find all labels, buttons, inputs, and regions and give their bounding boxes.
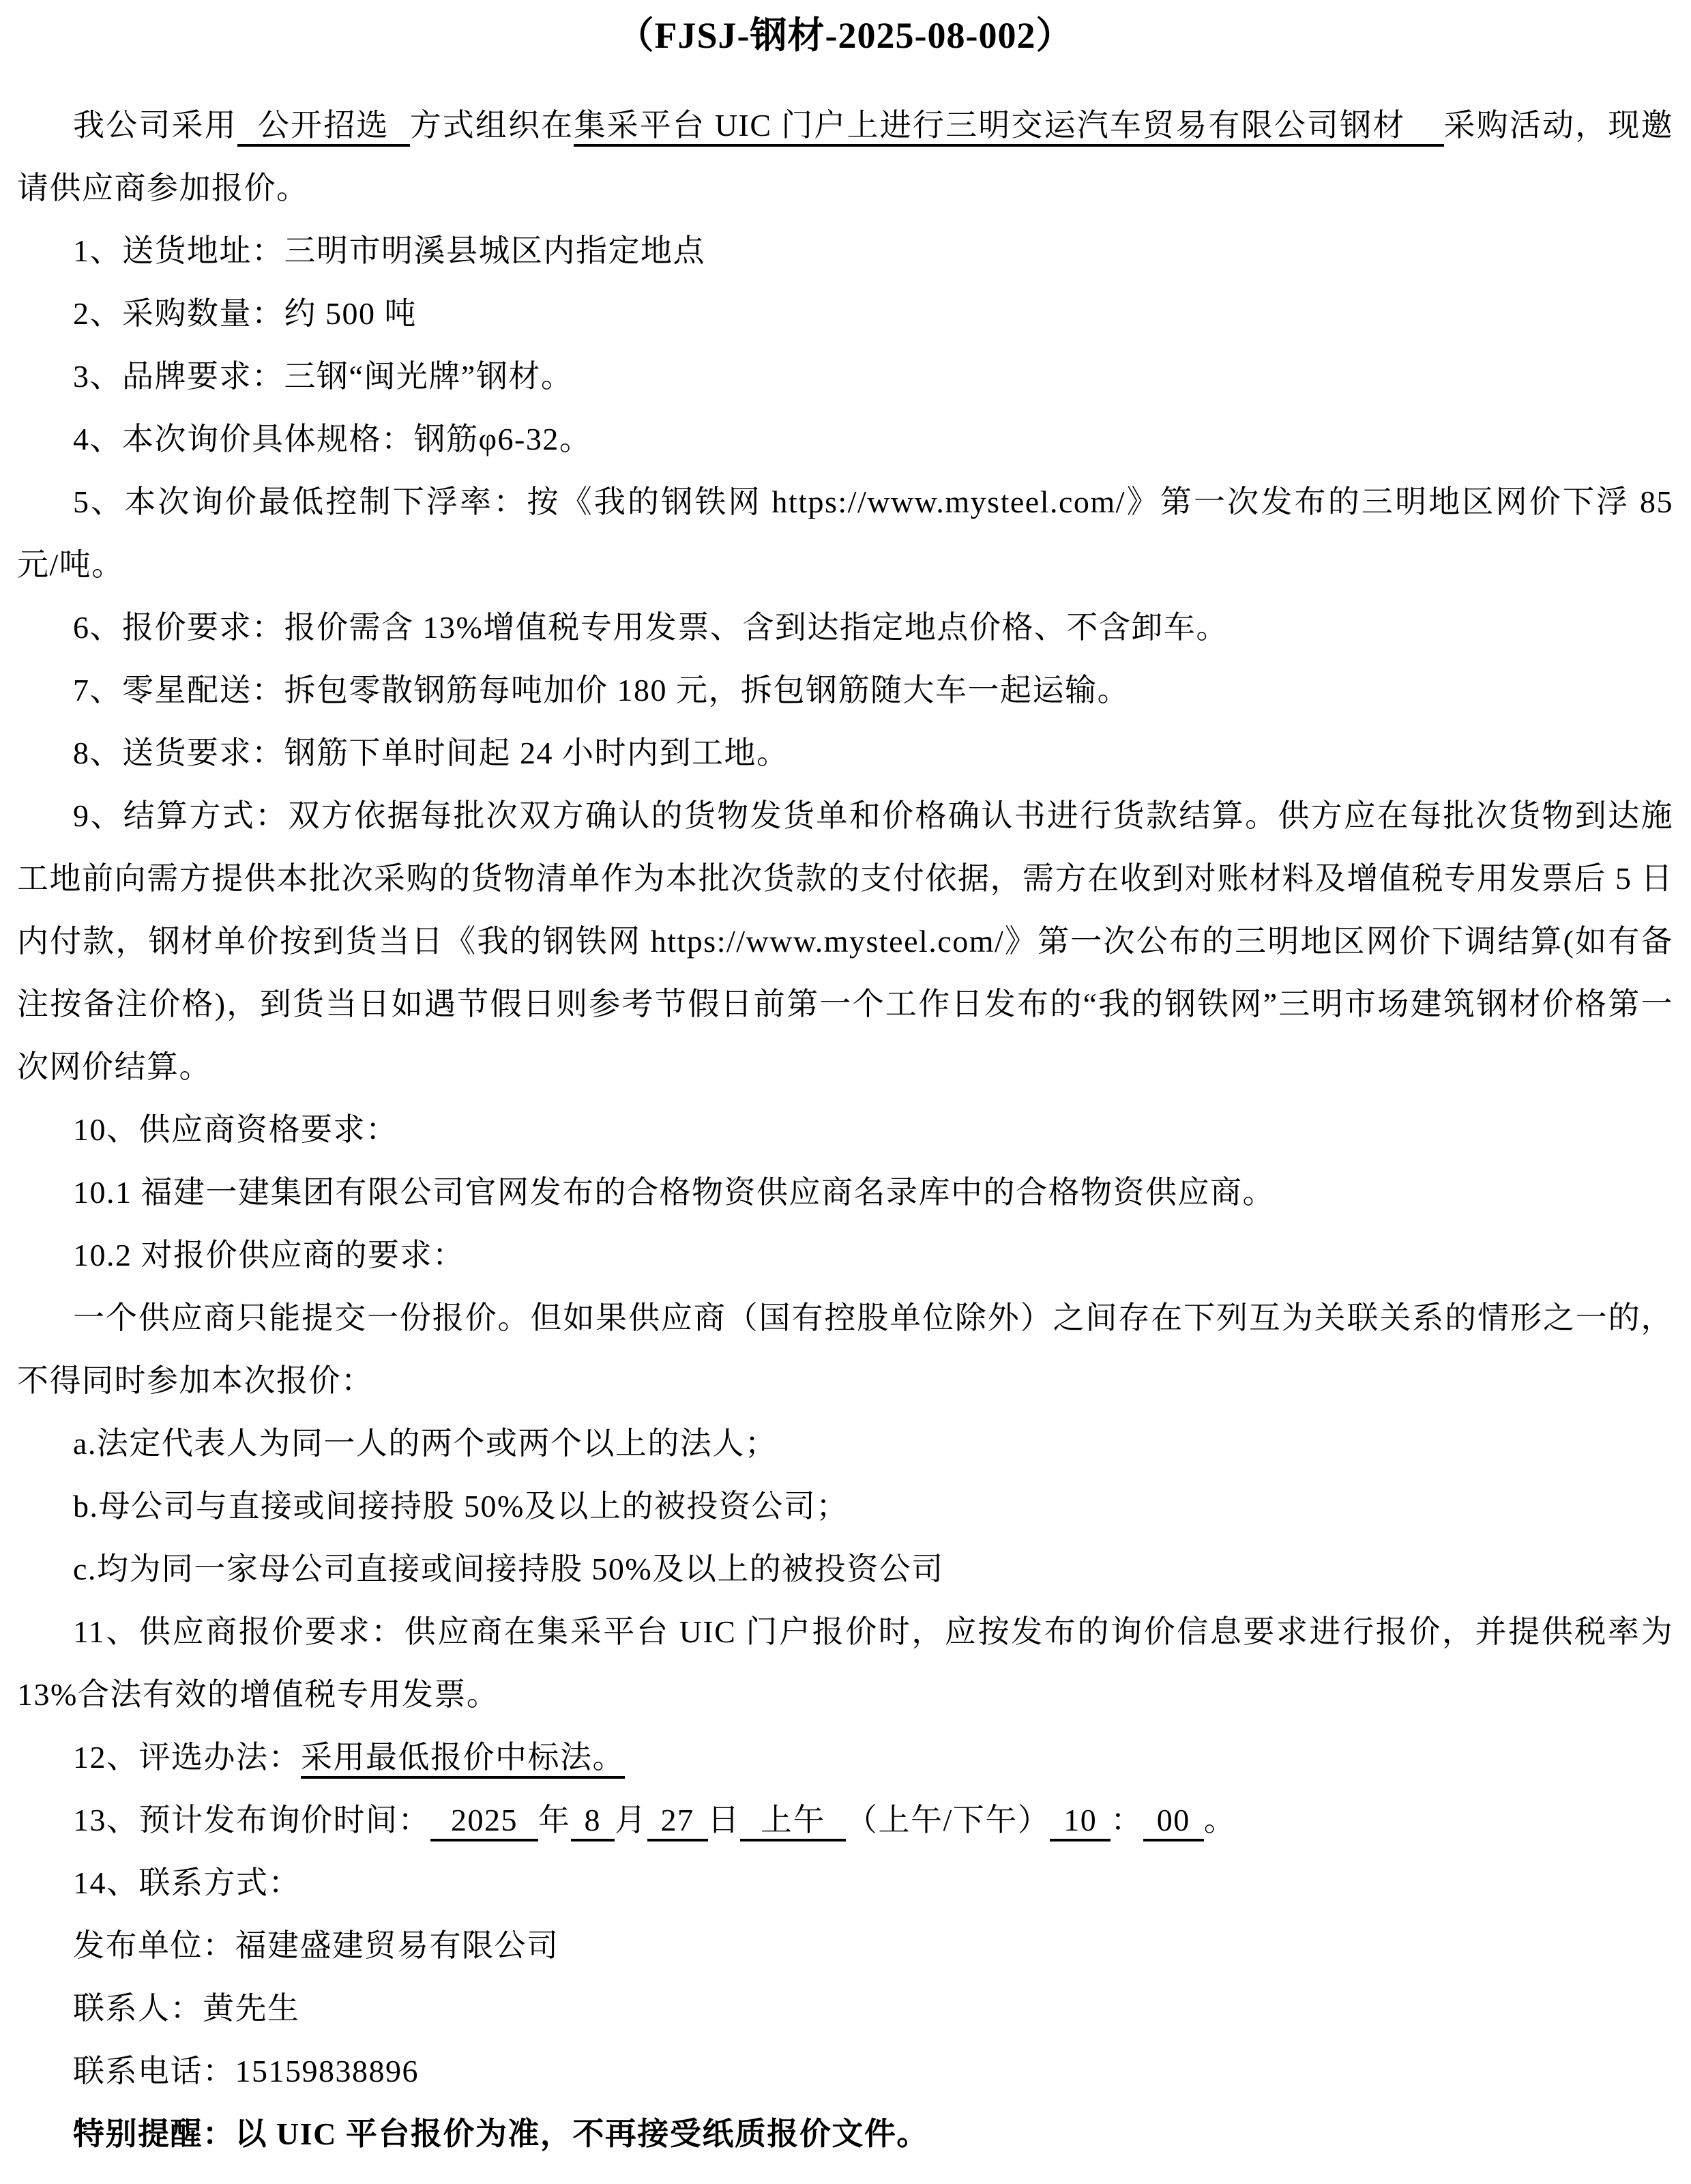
item-6-quote-requirement: 6、报价要求：报价需含 13%增值税专用发票、含到达指定地点价格、不含卸车。: [73, 610, 1229, 645]
item-13-day-label: 日: [707, 1803, 740, 1837]
item-b-parent-company-holding: b.母公司与直接或间接持股 50%及以上的被投资公司；: [73, 1489, 849, 1524]
item-12-selection-method: [17, 1726, 1673, 1789]
item-10-supplier-qualification: 10、供应商资格要求：: [73, 1112, 398, 1147]
item-1-delivery-address: 1、送货地址：三明市明溪县城区内指定地点: [73, 233, 705, 268]
item-13-minute-blank: 00: [1143, 1803, 1204, 1841]
item-12-method-underline: 采用最低报价中标法。: [301, 1740, 625, 1779]
item-11-supplier-quote-requirement: 11、供应商报价要求：供应商在集采平台 UIC 门户报价时，应按发布的询价信息要求进行报价，并提供税率为 13%合法有效的增值税专用发票。: [17, 1614, 1673, 1712]
item-7-retail-delivery: 7、零星配送：拆包零散钢筋每吨加价 180 元，拆包钢筋随大车一起运输。: [73, 673, 1130, 708]
intro-text-1: 我公司采用: [73, 108, 237, 143]
publisher-line: 发布单位：福建盛建贸易有限公司: [73, 1928, 559, 1963]
item-c-same-parent-company: c.均为同一家母公司直接或间接持股 50%及以上的被投资公司: [73, 1552, 944, 1586]
item-13-ampm-note: （上午/下午）: [846, 1803, 1050, 1837]
item-13-month-blank: 8: [571, 1803, 615, 1841]
item-2-purchase-quantity: 2、采购数量：约 500 吨: [73, 296, 417, 331]
special-notice-line: 特别提醒：以 UIC 平台报价为准，不再接受纸质报价文件。: [73, 2116, 929, 2151]
item-13-ampm-blank: 上午: [740, 1803, 846, 1841]
item-13-inquiry-publish-time: [17, 1789, 1673, 1852]
contact-person-line: 联系人：黄先生: [73, 1991, 300, 2026]
document-body: [17, 94, 1673, 2166]
intro-underline-platform: 集采平台 UIC 门户上进行三明交运汽车贸易有限公司钢材: [574, 108, 1443, 147]
item-10-2-quote-supplier-requirement: 10.2 对报价供应商的要求：: [73, 1238, 465, 1272]
item-13-time-colon: ：: [1111, 1803, 1143, 1837]
item-10-2-body: 一个供应商只能提交一份报价。但如果供应商（国有控股单位除外）之间存在下列互为关联关系的情形之一的，不得同时参加本次报价：: [17, 1300, 1673, 1398]
item-13-day-blank: 27: [647, 1803, 708, 1841]
intro-paragraph: [17, 94, 1673, 220]
item-13-period: 。: [1203, 1803, 1237, 1837]
item-8-delivery-requirement: 8、送货要求：钢筋下单时间起 24 小时内到工地。: [73, 736, 789, 770]
intro-blank-method: 公开招选: [237, 108, 410, 147]
item-a-same-legal-representative: a.法定代表人为同一人的两个或两个以上的法人；: [73, 1426, 778, 1461]
intro-text-3: 采购活动，现邀请供应商参加报价。: [17, 108, 1674, 205]
item-13-month-label: 月: [615, 1803, 647, 1837]
item-13-year-label: 年: [538, 1803, 571, 1837]
item-4-specification: 4、本次询价具体规格：钢筋φ6-32。: [73, 422, 592, 456]
intro-text-2: 方式组织在: [409, 108, 574, 143]
item-13-year-blank: 2025: [430, 1803, 538, 1841]
contact-phone-line: 联系电话：15159838896: [73, 2054, 419, 2088]
item-10-1-qualified-suppliers: 10.1 福建一建集团有限公司官网发布的合格物资供应商名录库中的合格物资供应商。: [73, 1175, 1275, 1210]
item-3-brand-requirement: 3、品牌要求：三钢“闽光牌”钢材。: [73, 359, 574, 394]
item-14-contact-info: 14、联系方式：: [73, 1865, 301, 1900]
item-9-settlement-method: 9、结算方式：双方依据每批次双方确认的货物发货单和价格确认书进行货款结算。供方应在每批次货物到达施工地前向需方提供本批次采购的货物清单作为本批次货款的支付依据，需方在收到对账材料及增值税专用发票后 5 日内付款，钢材单价按到货当日《我的钢铁网 https://www.mysteel.com/》第一次公布的三明地区网价下调结算(如有备注按备注价格)，到货当日如遇节假日则参考节假日前第一个工作日发布的“我的钢铁网”三明市场建筑钢材价格第一次网价结算。: [17, 798, 1673, 1084]
item-13-hour-blank: 10: [1050, 1803, 1111, 1841]
item-5-price-floor: 5、本次询价最低控制下浮率：按《我的钢铁网 https://www.mysteel.com/》第一次发布的三明地区网价下浮 85 元/吨。: [17, 484, 1673, 582]
item-13-prefix: 13、预计发布询价时间：: [73, 1803, 430, 1837]
page-title: （FJSJ-钢材-2025-08-002）: [617, 15, 1074, 56]
item-12-prefix: 12、评选办法：: [73, 1740, 301, 1775]
